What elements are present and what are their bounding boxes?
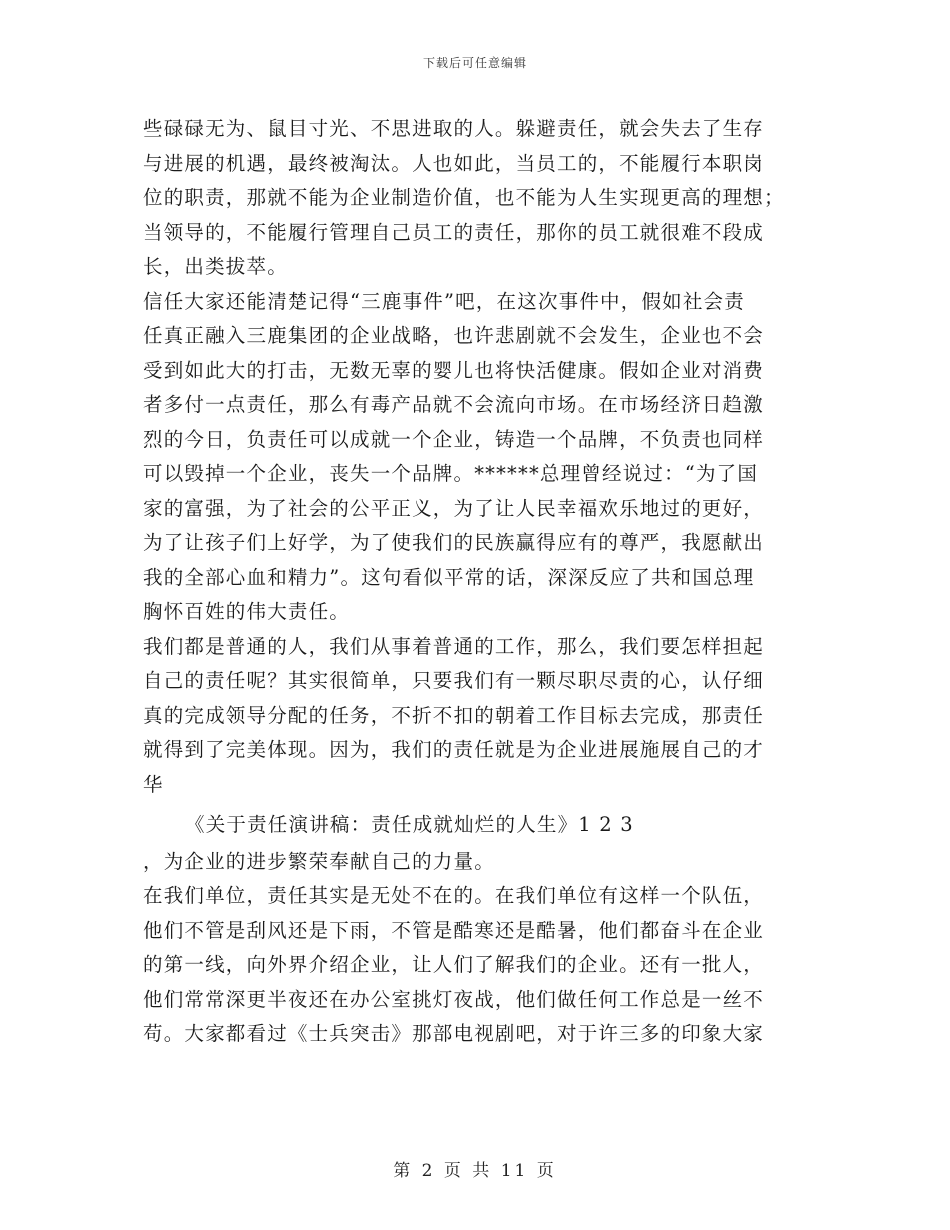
text-line: 为了让孩子们上好学，为了使我们的民族赢得应有的尊严，我愿献出: [143, 531, 765, 554]
text-line: 我的全部心血和精力”。这句看似平常的话，深深反应了共和国总理: [143, 565, 755, 589]
text-line: 任真正融入三鹿集团的企业战略，也许悲剧就不会发生，企业也不会: [143, 324, 765, 347]
text-line: ，为企业的进步繁荣奉献自己的力量。: [143, 849, 495, 873]
inline-title: 《关于责任演讲稿：责任成就灿烂的人生》1 2 3: [185, 813, 634, 836]
text-line: 者多付一点责任，那么有毒产品就不会流向市场。在市场经济日趋激: [143, 393, 765, 416]
text-line: 与进展的机遇，最终被淘汰。人也如此，当员工的，不能履行本职岗: [143, 151, 765, 175]
document-body: [143, 112, 803, 1052]
text-line: 些碌碌无为、鼠目寸光、不思进取的人。躲避责任，就会失去了生存: [143, 117, 765, 140]
text-line: 华: [143, 772, 164, 796]
text-line: 家的富强，为了社会的公平正义，为了让人民幸福欢乐地过的更好，: [143, 496, 765, 520]
text-line: 他们常常深更半夜还在办公室挑灯夜战，他们做任何工作总是一丝不: [143, 987, 765, 1011]
text-line: 可以毁掉一个企业，丧失一个品牌。******总理曾经说过：“为了国: [143, 462, 759, 485]
page-number: 第 2 页 共 11 页: [393, 1161, 557, 1181]
page-header: 下载后可任意编辑: [422, 56, 527, 70]
text-line: 的第一线，向外界介绍企业，让人们了解我们的企业。还有一批人，: [143, 953, 765, 976]
text-line: 我们都是普通的人，我们从事着普通的工作，那么，我们要怎样担起: [143, 634, 765, 658]
text-line: 信任大家还能清楚记得“三鹿事件”吧，在这次事件中，假如社会责: [143, 289, 745, 313]
text-line: 当领导的，不能履行管理自己员工的责任，那你的员工就很难不段成: [143, 220, 765, 244]
text-line: 自己的责任呢？其实很简单，只要我们有一颗尽职尽责的心，认仔细: [143, 669, 765, 692]
text-line: 受到如此大的打击，无数无辜的婴儿也将快活健康。假如企业对消费: [143, 358, 765, 382]
text-line: 位的职责，那就不能为企业制造价值，也不能为人生实现更高的理想；: [143, 186, 785, 209]
text-line: 就得到了完美体现。因为，我们的责任就是为企业进展施展自己的才: [143, 738, 765, 761]
text-line: 苟。大家都看过《士兵突击》那部电视剧吧，对于许三多的印象大家: [143, 1022, 765, 1045]
text-line: 他们不管是刮风还是下雨，不管是酷寒还是酷暑，他们都奋斗在企业: [143, 918, 765, 942]
text-line: 长，出类拔萃。: [143, 255, 288, 278]
text-line: 烈的今日，负责任可以成就一个企业，铸造一个品牌，不负责也同样: [143, 427, 765, 451]
text-line: 真的完成领导分配的任务，不折不扣的朝着工作目标去完成，那责任: [143, 703, 765, 727]
text-line: 胸怀百姓的伟大责任。: [143, 600, 351, 623]
text-line: 在我们单位，责任其实是无处不在的。在我们单位有这样一个队伍，: [143, 884, 765, 907]
